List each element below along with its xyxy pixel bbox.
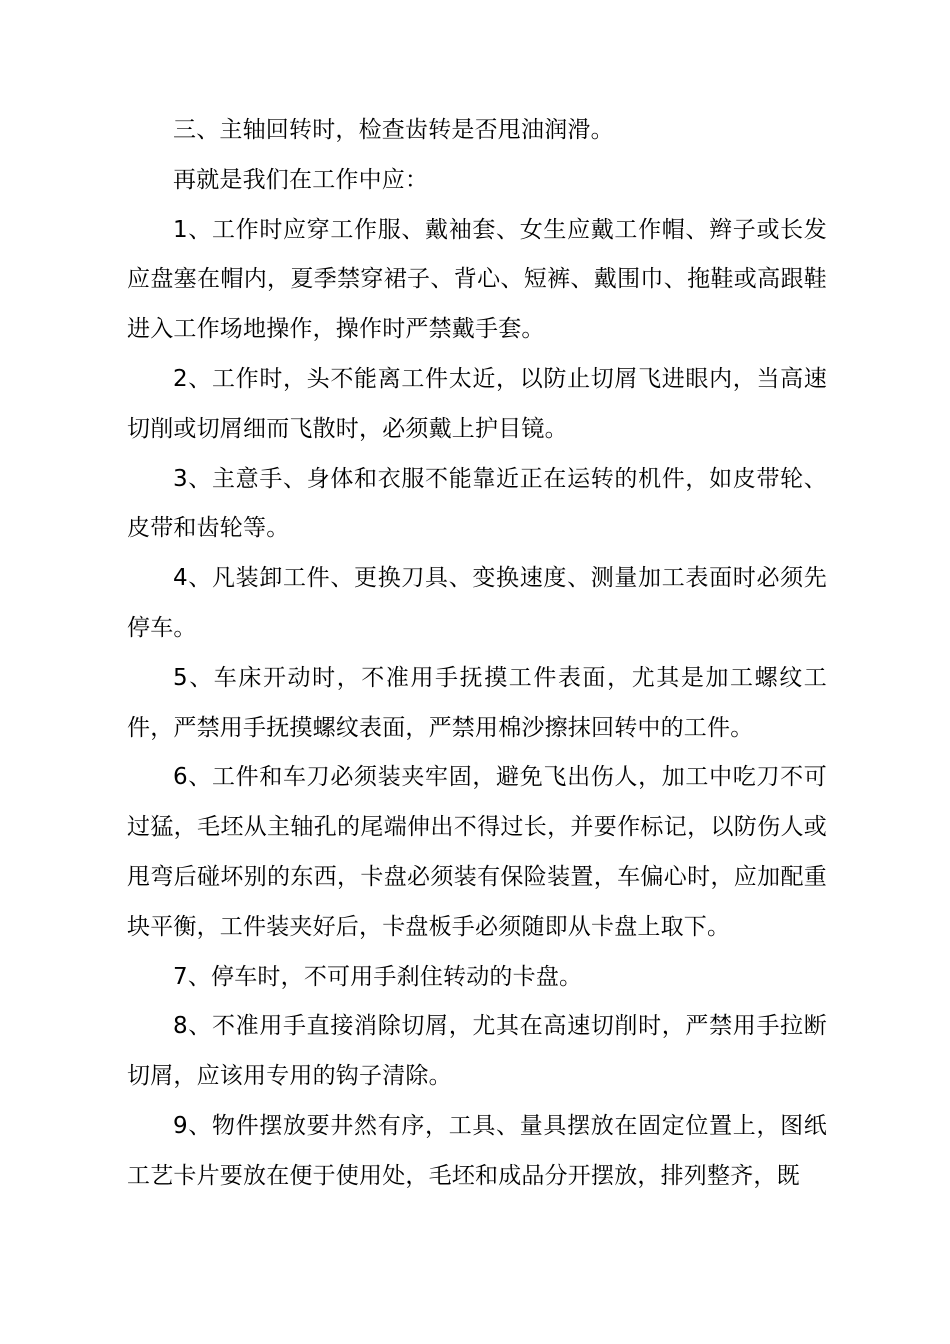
- paragraph: 1、工作时应穿工作服、戴袖套、女生应戴工作帽、辫子或长发应盘塞在帽内，夏季禁穿裙子、背心、短裤、戴围巾、拖鞋或高跟鞋进入工作场地操作，操作时严禁戴手套。: [127, 216, 827, 343]
- paragraph: 3、主意手、身体和衣服不能靠近正在运转的机件，如皮带轮、皮带和齿轮等。: [127, 465, 827, 542]
- paragraph: 6、工件和车刀必须装夹牢固，避免飞出伤人，加工中吃刀不可过猛，毛坯从主轴孔的尾端伸出不得过长，并要作标记，以防伤人或甩弯后碰坏别的东西，卡盘必须装有保险装置，车偏心时，应加配重块平衡，工件装夹好后，卡盘板手必须随即从卡盘上取下。: [127, 764, 827, 940]
- paragraph: 2、工作时，头不能离工件太近，以防止切屑飞进眼内，当高速切削或切屑细而飞散时，必须戴上护目镜。: [127, 365, 827, 442]
- paragraph: 5、车床开动时，不准用手抚摸工件表面，尤其是加工螺纹工件，严禁用手抚摸螺纹表面，严禁用棉沙擦抹回转中的工件。: [127, 664, 827, 741]
- paragraph: 三、主轴回转时，检查齿转是否甩油润滑。: [173, 117, 614, 143]
- paragraph: 8、不准用手直接消除切屑，尤其在高速切削时，严禁用手拉断切屑，应该用专用的钩子清除。: [127, 1013, 827, 1090]
- paragraph: 4、凡装卸工件、更换刀具、变换速度、测量加工表面时必须先停车。: [127, 565, 827, 641]
- paragraph: 再就是我们在工作中应：: [173, 166, 429, 193]
- document-body: [127, 106, 827, 1202]
- paragraph: 9、物件摆放要井然有序，工具、量具摆放在固定位置上，图纸工艺卡片要放在便于使用处，毛坯和成品分开摆放，排列整齐，既: [127, 1112, 827, 1189]
- paragraph: 7、停车时，不可用手刹住转动的卡盘。: [173, 963, 583, 990]
